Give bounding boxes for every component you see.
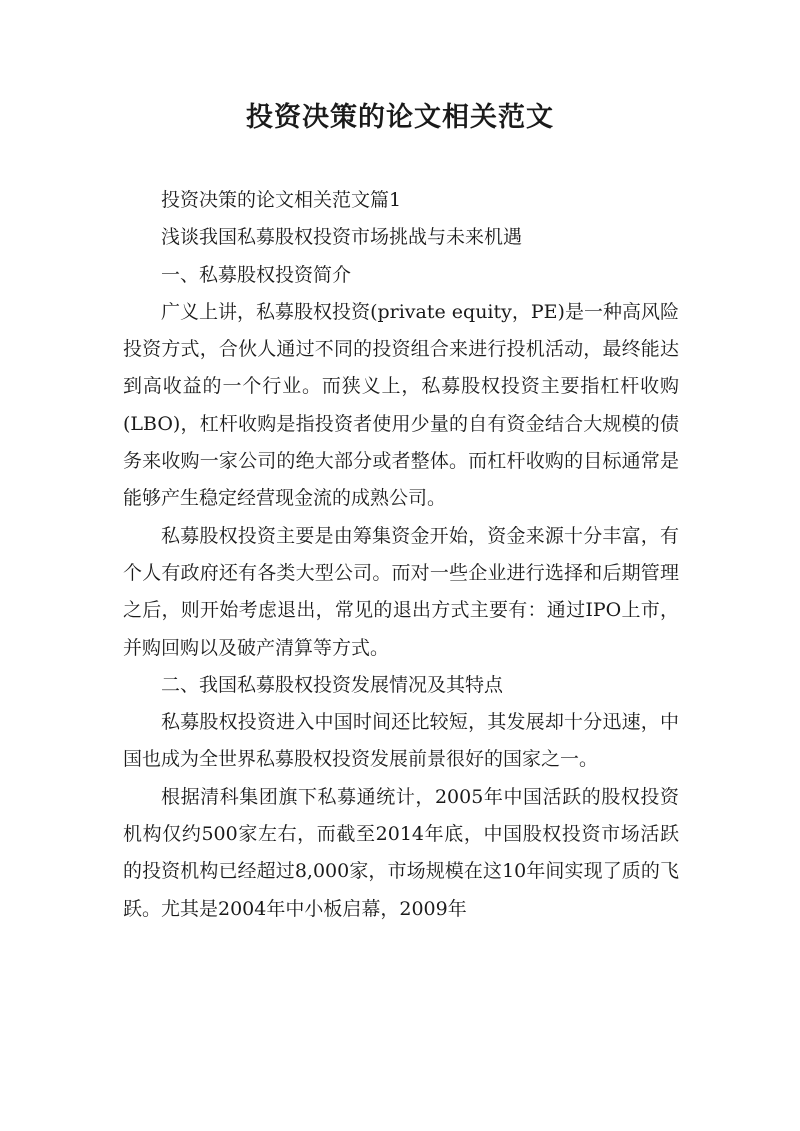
paragraph: 私募股权投资主要是由筹集资金开始，资金来源十分丰富，有个人有政府还有各类大型公司。而对一些企业进行选择和后期管理之后，则开始考虑退出，常见的退出方式主要有：通过IPO上市，并购回购以及破产清算等方式。 <box>123 524 679 659</box>
paragraph: 私募股权投资进入中国时间还比较短，其发展却十分迅速，中国也成为全世界私募股权投资发展前景很好的国家之一。 <box>123 711 679 771</box>
paragraph: 广义上讲，私募股权投资(private equity，PE)是一种高风险投资方式，合伙人通过不同的投资组合来进行投机活动，最终能达到高收益的一个行业。而狭义上，私募股权投资主要指杠杆收购(LBO)，杠杆收购是指投资者使用少量的自有资金结合大规模的债务来收购一家公司的绝大部分或者整体。而杠杆收购的目标通常是能够产生稳定经营现金流的成熟公司。 <box>123 300 679 510</box>
document-title: 投资决策的论文相关范文 <box>246 102 554 133</box>
document-body <box>123 182 679 928</box>
section-heading-2: 二、我国私募股权投资发展情况及其特点 <box>161 673 504 696</box>
article-label: 投资决策的论文相关范文篇1 <box>161 189 402 211</box>
article-title: 浅谈我国私募股权投资市场挑战与未来机遇 <box>161 226 523 249</box>
section-heading-1: 一、私募股权投资简介 <box>161 263 352 286</box>
paragraph: 根据清科集团旗下私募通统计，2005年中国活跃的股权投资机构仅约500家左右，而截至2014年底，中国股权投资市场活跃的投资机构已经超过8,000家，市场规模在这10年间实现了质的飞跃。尤其是2004年中小板启幕，2009年 <box>123 785 679 920</box>
